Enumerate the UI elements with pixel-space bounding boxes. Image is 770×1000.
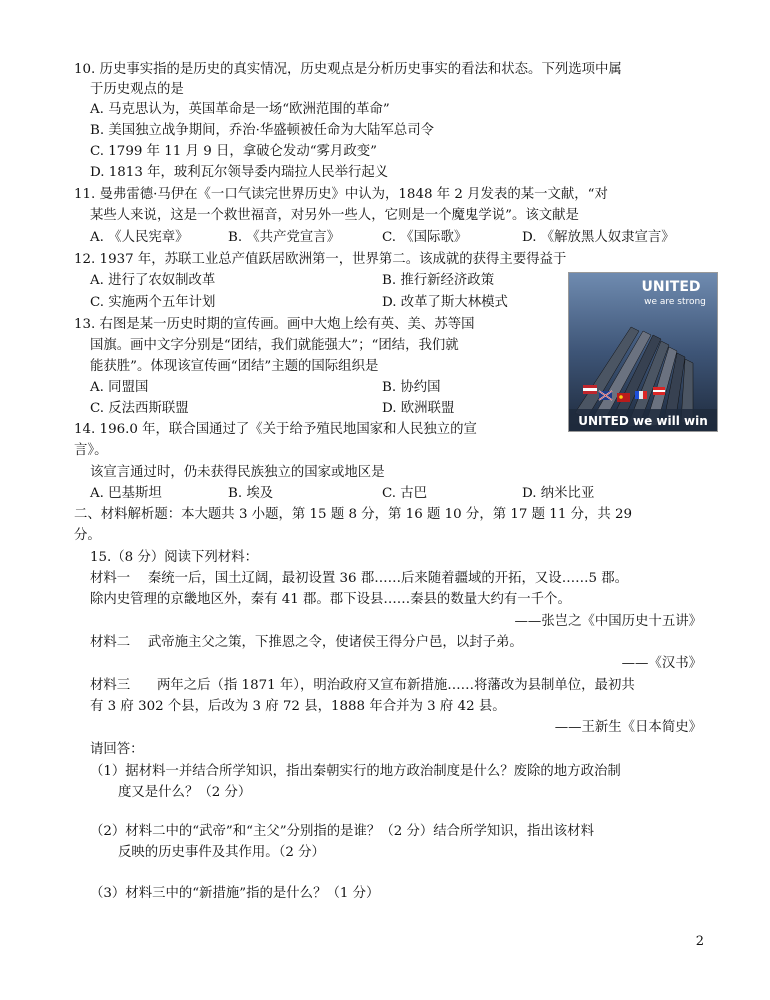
q13-option-b: B. 协约国 <box>382 380 441 395</box>
sub-question-3: （3）材料三中的“新措施”指的是什么？（1 分） <box>90 886 380 901</box>
q11-stem-line1: 11. 曼弗雷德·马伊在《一口气读完世界历史》中认为，1848 年 2 月发表的某一文献，“对 <box>74 187 608 202</box>
material3-source: ——王新生《日本简史》 <box>554 720 702 735</box>
material1-line2: 除内史管理的京畿地区外，秦有 41 郡。郡下设县……秦县的数量大约有一千个。 <box>90 592 571 607</box>
q10-stem-line1: 10. 历史事实指的是历史的真实情况，历史观点是分析历史事实的看法和状态。下列选项中属 <box>74 62 622 77</box>
q13-option-c: C. 反法西斯联盟 <box>90 401 189 416</box>
sub-question-2-line1: （2）材料二中的“武帝”和“主父”分别指的是谁？（2 分）结合所学知识，指出该材料 <box>90 824 594 839</box>
q14-stem-line3: 该宣言通过时，仍未获得民族独立的国家或地区是 <box>90 465 385 480</box>
q10-option-a: A. 马克思认为，英国革命是一场“欧洲范围的革命” <box>90 102 390 117</box>
q10-option-b: B. 美国独立战争期间，乔治·华盛顿被任命为大陆军总司令 <box>90 123 434 138</box>
material2-source: ——《汉书》 <box>621 656 702 671</box>
q11-option-a: A. 《人民宪章》 <box>90 230 189 245</box>
q12-stem: 12. 1937 年，苏联工业总产值跃居欧洲第一，世界第二。该成就的获得主要得益于 <box>74 252 567 267</box>
q12-option-b: B. 推行新经济政策 <box>382 273 495 288</box>
q12-option-c: C. 实施两个五年计划 <box>90 295 216 310</box>
q13-option-d: D. 欧洲联盟 <box>382 401 455 416</box>
material3-line2: 有 3 府 302 个县，后改为 3 府 72 县，1888 年合并为 3 府 42 县。 <box>90 699 506 714</box>
section2-heading-line2: 分。 <box>74 528 101 543</box>
sub-question-1-line2: 度又是什么？（2 分） <box>118 785 252 800</box>
q13-stem-line1: 13. 右图是某一历史时期的宣传画。画中大炮上绘有英、美、苏等国 <box>74 317 475 332</box>
q14-option-d: D. 纳米比亚 <box>522 486 595 501</box>
q14-stem-line1: 14. 196.0 年，联合国通过了《关于给予殖民地国家和人民独立的宣 <box>74 422 477 437</box>
poster-top-text-2: we are strong <box>644 297 706 307</box>
q14-option-b: B. 埃及 <box>228 486 274 501</box>
q14-stem-line2: 言》。 <box>74 443 108 458</box>
q12-option-a: A. 进行了农奴制改革 <box>90 273 216 288</box>
answer-prompt: 请回答： <box>90 742 144 757</box>
q10-option-d: D. 1813 年，玻利瓦尔领导委内瑞拉人民举行起义 <box>90 165 389 180</box>
q14-option-a: A. 巴基斯坦 <box>90 486 162 501</box>
q11-stem-line2: 某些人来说，这是一个救世福音，对另外一些人，它则是一个魔鬼学说”。该文献是 <box>90 208 579 223</box>
q11-option-c: C. 《国际歌》 <box>382 230 468 245</box>
q10-stem-line2: 于历史观点的是 <box>90 82 184 97</box>
section2-heading-line1: 二、材料解析题：本大题共 3 小题，第 15 题 8 分，第 16 题 10 分，第 17 题 11 分，共 29 <box>74 507 633 522</box>
q13-stem-line2: 国旗。画中文字分别是“团结，我们就能强大”；“团结，我们就 <box>90 338 459 353</box>
q15-stem: 15.（8 分）阅读下列材料： <box>90 550 258 565</box>
q11-option-b: B. 《共产党宣言》 <box>228 230 341 245</box>
q10-option-c: C. 1799 年 11 月 9 日，拿破仑发动“雾月政变” <box>90 144 377 159</box>
material1-line1: 材料一 秦统一后，国土辽阔，最初设置 36 郡……后来随着疆域的开拓，又设……5 郡。 <box>90 571 629 586</box>
propaganda-poster-image <box>568 272 718 432</box>
sub-question-1-line1: （1）据材料一并结合所学知识，指出秦朝实行的地方政治制度是什么？废除的地方政治制 <box>90 764 621 779</box>
q13-option-a: A. 同盟国 <box>90 380 149 395</box>
q13-stem-line3: 能获胜”。体现该宣传画“团结”主题的国际组织是 <box>90 359 379 374</box>
sub-question-2-line2: 反映的历史事件及其作用。（2 分） <box>118 845 325 860</box>
poster-top-text-1: UNITED <box>641 279 701 295</box>
material2-line1: 材料二 武帝施主父之策，下推恩之令，使诸侯王得分户邑，以封子弟。 <box>90 635 523 650</box>
q12-option-d: D. 改革了斯大林模式 <box>382 295 508 310</box>
material1-source: ——张岂之《中国历史十五讲》 <box>514 614 702 629</box>
poster-bottom-text: UNITED we will win <box>578 414 708 428</box>
page-number: 2 <box>695 934 704 949</box>
q14-option-c: C. 古巴 <box>382 486 428 501</box>
material3-line1: 材料三 两年之后（指 1871 年），明治政府又宣布新措施……将藩改为县制单位，最初共 <box>90 678 635 693</box>
q11-option-d: D. 《解放黑人奴隶宣言》 <box>522 230 675 245</box>
